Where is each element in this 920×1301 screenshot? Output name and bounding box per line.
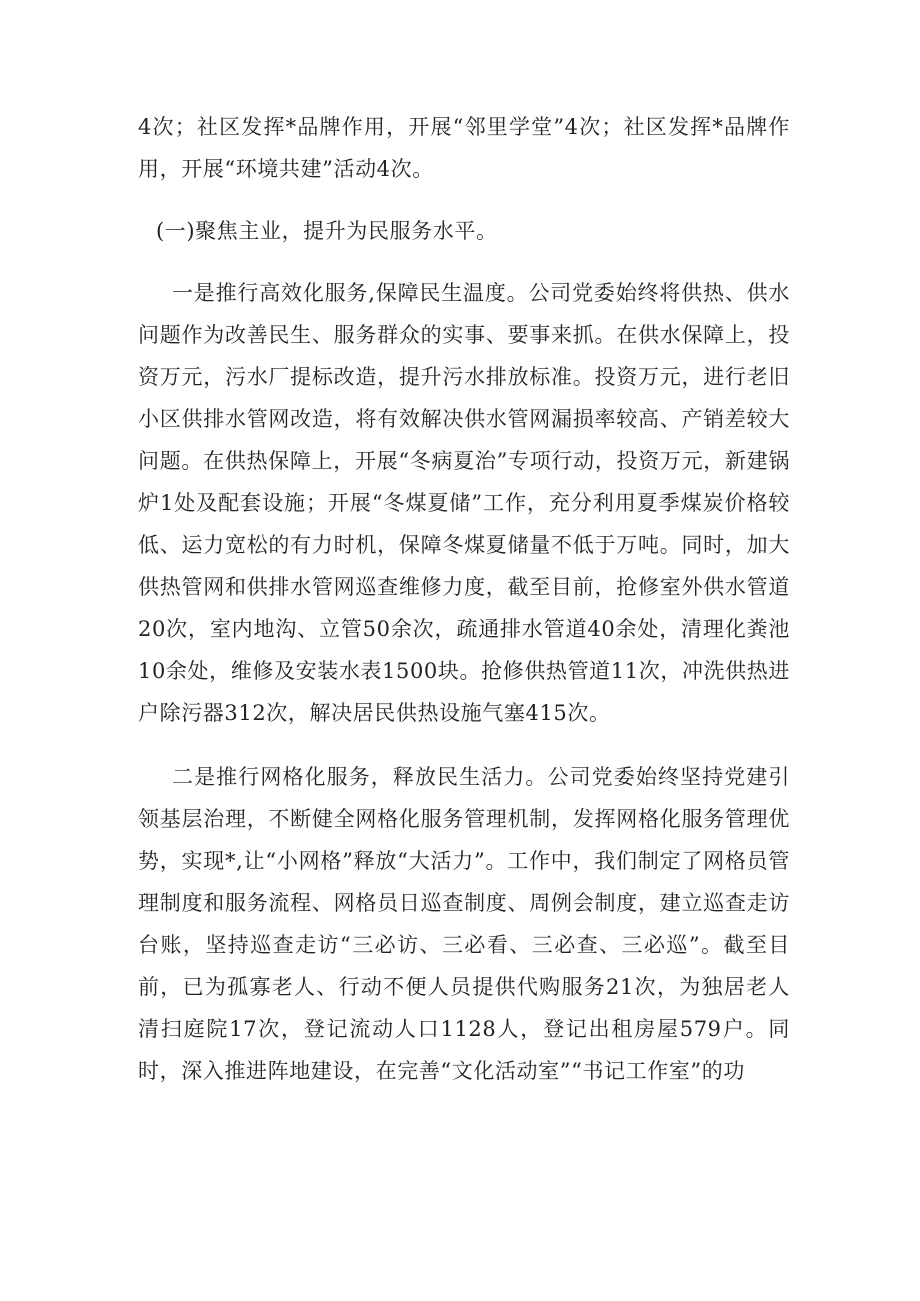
paragraph-continued: 4次；社区发挥*品牌作用，开展“邻里学堂”4次；社区发挥*品牌作用，开展“环境共建”活动4次。 xyxy=(138,115,790,181)
paragraph-efficient-service: 一是推行高效化服务,保障民生温度。公司党委始终将供热、供水问题作为改善民生、服务群众的实事、要事来抓。在供水保障上，投资万元，污水厂提标改造，提升污水排放标准。投资万元，进行老旧小区供排水管网改造，将有效解决供水管网漏损率较高、产销差较大问题。在供热保障上，开展“冬病夏治”专项行动，投资万元，新建锅炉1处及配套设施；开展“冬煤夏储”工作，充分利用夏季煤炭价格较低、运力宽松的有力时机，保障冬煤夏储量不低于万吨。同时，加大供热管网和供排水管网巡查维修力度，截至目前，抢修室外供水管道20次，室内地沟、立管50余次，疏通排水管道40余处，清理化粪池10余处，维修及安装水表1500块。抢修供热管道11次，冲洗供热进户除污器312次，解决居民供热设施气塞415次。 xyxy=(138,281,790,725)
section-heading: (一)聚焦主业，提升为民服务水平。 xyxy=(156,219,498,243)
paragraph-grid-service: 二是推行网格化服务，释放民生活力。公司党委始终坚持党建引领基层治理，不断健全网格化服务管理机制，发挥网格化服务管理优势，实现*,让“小网格”释放“大活力”。工作中，我们制定了网格员管理制度和服务流程、网格员日巡查制度、周例会制度，建立巡查走访台账，坚持巡查走访“三必访、三必看、三必查、三必巡”。截至目前，已为孤寡老人、行动不便人员提供代购服务21次，为独居老人清扫庭院17次，登记流动人口1128人，登记出租房屋579户。同时，深入推进阵地建设，在完善“文化活动室”“书记工作室”的功 xyxy=(138,765,790,1083)
